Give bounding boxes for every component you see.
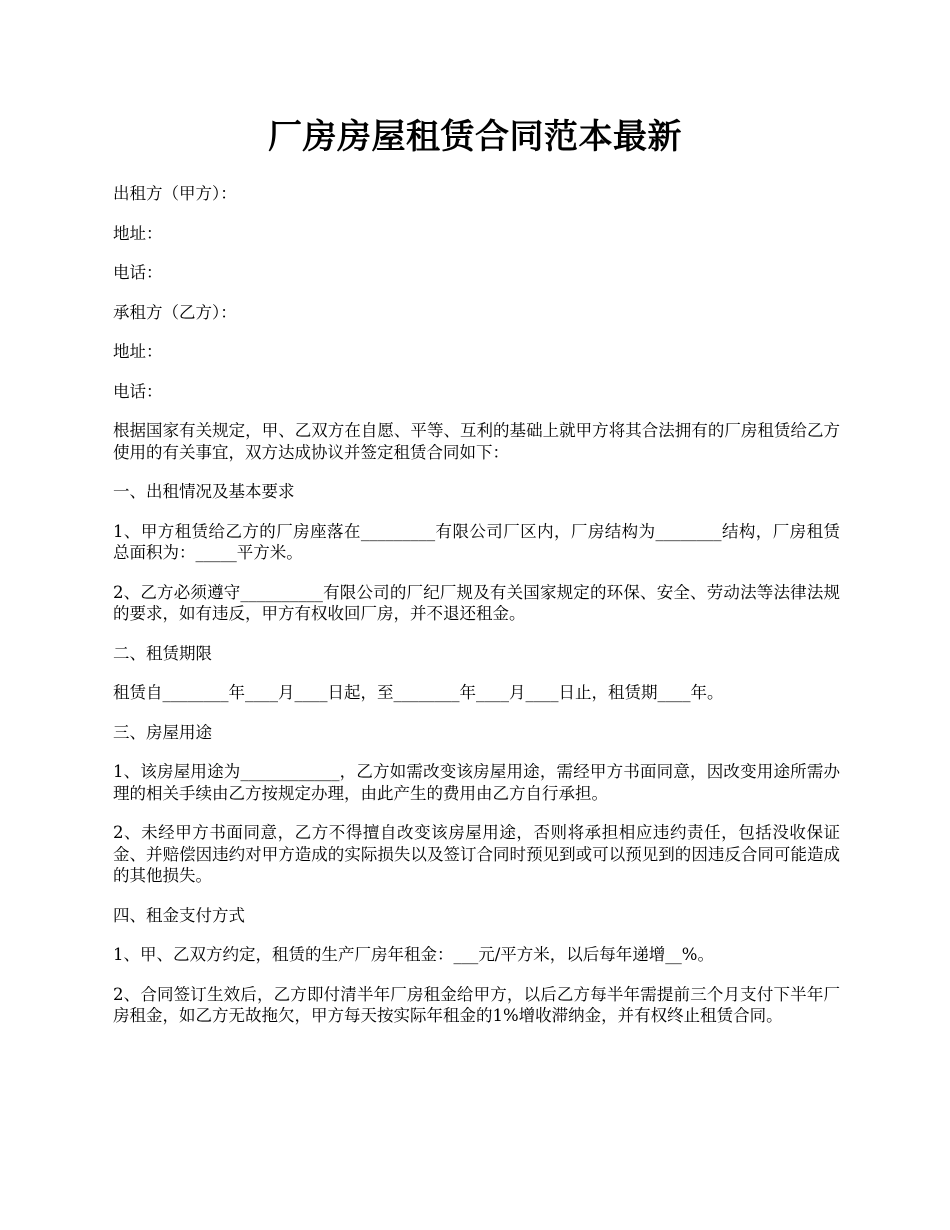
lessee-phone-label: 电话：	[113, 381, 163, 401]
section-heading-1: 一、出租情况及基本要求	[113, 482, 295, 501]
document-title: 厂房房屋租赁合同范本最新	[268, 117, 682, 157]
lessee-address-label: 地址：	[113, 342, 163, 361]
section-heading-3: 三、房屋用途	[113, 722, 212, 742]
lessor-address-label: 地址：	[113, 223, 163, 243]
document-body	[113, 183, 840, 1045]
lessor-label: 出租方（甲方）：	[113, 184, 237, 203]
clause-3-2: 2、未经甲方书面同意，乙方不得擅自改变该房屋用途，否则将承担相应违约责任，包括没收保证金、并赔偿因违约对甲方造成的实际损失以及签订合同时预见到或可以预见到的因违反合同可能造成的其他损失。	[113, 823, 840, 885]
clause-4-1: 1、甲、乙双方约定，租赁的生产厂房年租金：___元/平方米，以后每年递增__%。	[113, 945, 714, 964]
section-heading-4: 四、租金支付方式	[113, 905, 245, 925]
clause-1-2: 2、乙方必须遵守__________有限公司的厂纪厂规及有关国家规定的环保、安全、劳动法等法律法规的要求，如有违反，甲方有权收回厂房，并不退还租金。	[113, 582, 840, 623]
clause-3-1: 1、该房屋用途为____________，乙方如需改变该房屋用途，需经甲方书面同意，因改变用途所需办理的相关手续由乙方按规定办理，由此产生的费用由乙方自行承担。	[113, 762, 840, 803]
lessor-phone-label: 电话：	[113, 263, 163, 282]
lessee-label: 承租方（乙方）：	[113, 302, 237, 322]
clause-1-1: 1、甲方租赁给乙方的厂房座落在_________有限公司厂区内，厂房结构为________结构，厂房租赁总面积为：_____平方米。	[113, 521, 840, 562]
clause-2-term: 租赁自________年____月____日起，至________年____月____日止，租赁期____年。	[113, 683, 724, 702]
preamble-paragraph: 根据国家有关规定，甲、乙双方在自愿、平等、互利的基础上就甲方将其合法拥有的厂房租赁给乙方使用的有关事宜，双方达成协议并签定租赁合同如下：	[113, 421, 840, 462]
section-heading-2: 二、租赁期限	[113, 643, 212, 663]
clause-4-2: 2、合同签订生效后，乙方即付清半年厂房租金给甲方，以后乙方每半年需提前三个月支付下半年厂房租金，如乙方无故拖欠，甲方每天按实际年租金的1%增收滞纳金，并有权终止租赁合同。	[113, 984, 840, 1025]
